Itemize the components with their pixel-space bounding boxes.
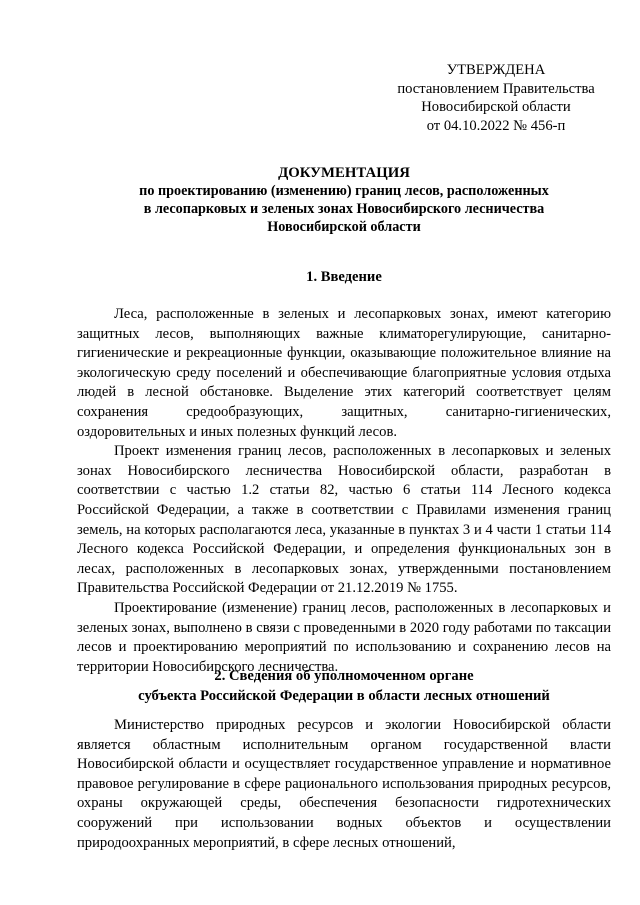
approval-date-number: от 04.10.2022 № 456-п (426, 117, 566, 134)
section-2-paragraph-1: Министерство природных ресурсов и экологии Новосибирской области является областным исполнительным органом государственной власти Новосибирской области и осуществляет государственное управление и нормативное правовое регулирование в сфере рационального использования природных ресурсов, охраны окружающей среды, обеспечения безопасности гидротехнических сооружений при использовании водных объектов и осуществлении природоохранных мероприятий, в сфере лесных отношений, (77, 717, 611, 851)
section-2-body (77, 716, 611, 853)
title-line-4: Новосибирской области (267, 219, 421, 235)
approval-stamp (380, 61, 612, 135)
section-1-paragraph-3: Проектирование (изменение) границ лесов, расположенных в лесопарковых и зеленых зонах, выполнено в связи с проведенными в 2020 году работами по таксации лесов и проектированию мероприятий по использованию и сохранению лесов на территории Новосибирского лесничества. (77, 599, 611, 675)
section-1-heading: 1. Введение (306, 269, 382, 285)
section-1-body (77, 305, 611, 677)
title-main: ДОКУМЕНТАЦИЯ (278, 165, 410, 181)
document-title (70, 164, 618, 236)
section-2-heading-line-2: субъекта Российской Федерации в области лесных отношений (138, 687, 550, 704)
approval-region: Новосибирской области (421, 99, 571, 115)
approval-title: УТВЕРЖДЕНА (446, 62, 546, 78)
title-line-2: по проектированию (изменению) границ лесов, расположенных (139, 183, 549, 199)
section-2-heading (70, 667, 618, 707)
title-line-3: в лесопарковых и зеленых зонах Новосибирского лесничества (143, 201, 545, 217)
section-1-paragraph-2: Проект изменения границ лесов, расположенных в лесопарковых и зеленых зонах Новосибирского лесничества Новосибирской области, разработан в соответствии с частью 1.2 статьи 82, частью 6 статьи 114 Лесного кодекса Российской Федерации, а также в соответствии с Правилами изменения границ земель, на которых располагаются леса, указанные в пунктах 3 и 4 части 1 статьи 114 Лесного кодекса Российской Федерации, и определения функциональных зон в лесах, расположенных в лесопарковых зонах, утвержденными постановлением Правительства Российской Федерации от 21.12.2019 № 1755. (77, 443, 611, 597)
section-1-paragraph-1: Леса, расположенные в зеленых и лесопарковых зонах, имеют категорию защитных лесов, выполняющих важные климаторегулирующие, санитарно-гигиенические и рекреационные функции, оказывающие положительное влияние на экологическую среду поселений и обеспечивающие благоприятные условия отдыха людей в лесной обстановке. Выделение этих категорий соответствует целям сохранения средообразующих, защитных, санитарно-гигиенических, оздоровительных и иных полезных функций лесов. (77, 306, 611, 440)
section-2-heading-line-1: 2. Сведения об уполномоченном органе (214, 668, 474, 684)
approval-authority: постановлением Правительства (397, 80, 595, 97)
